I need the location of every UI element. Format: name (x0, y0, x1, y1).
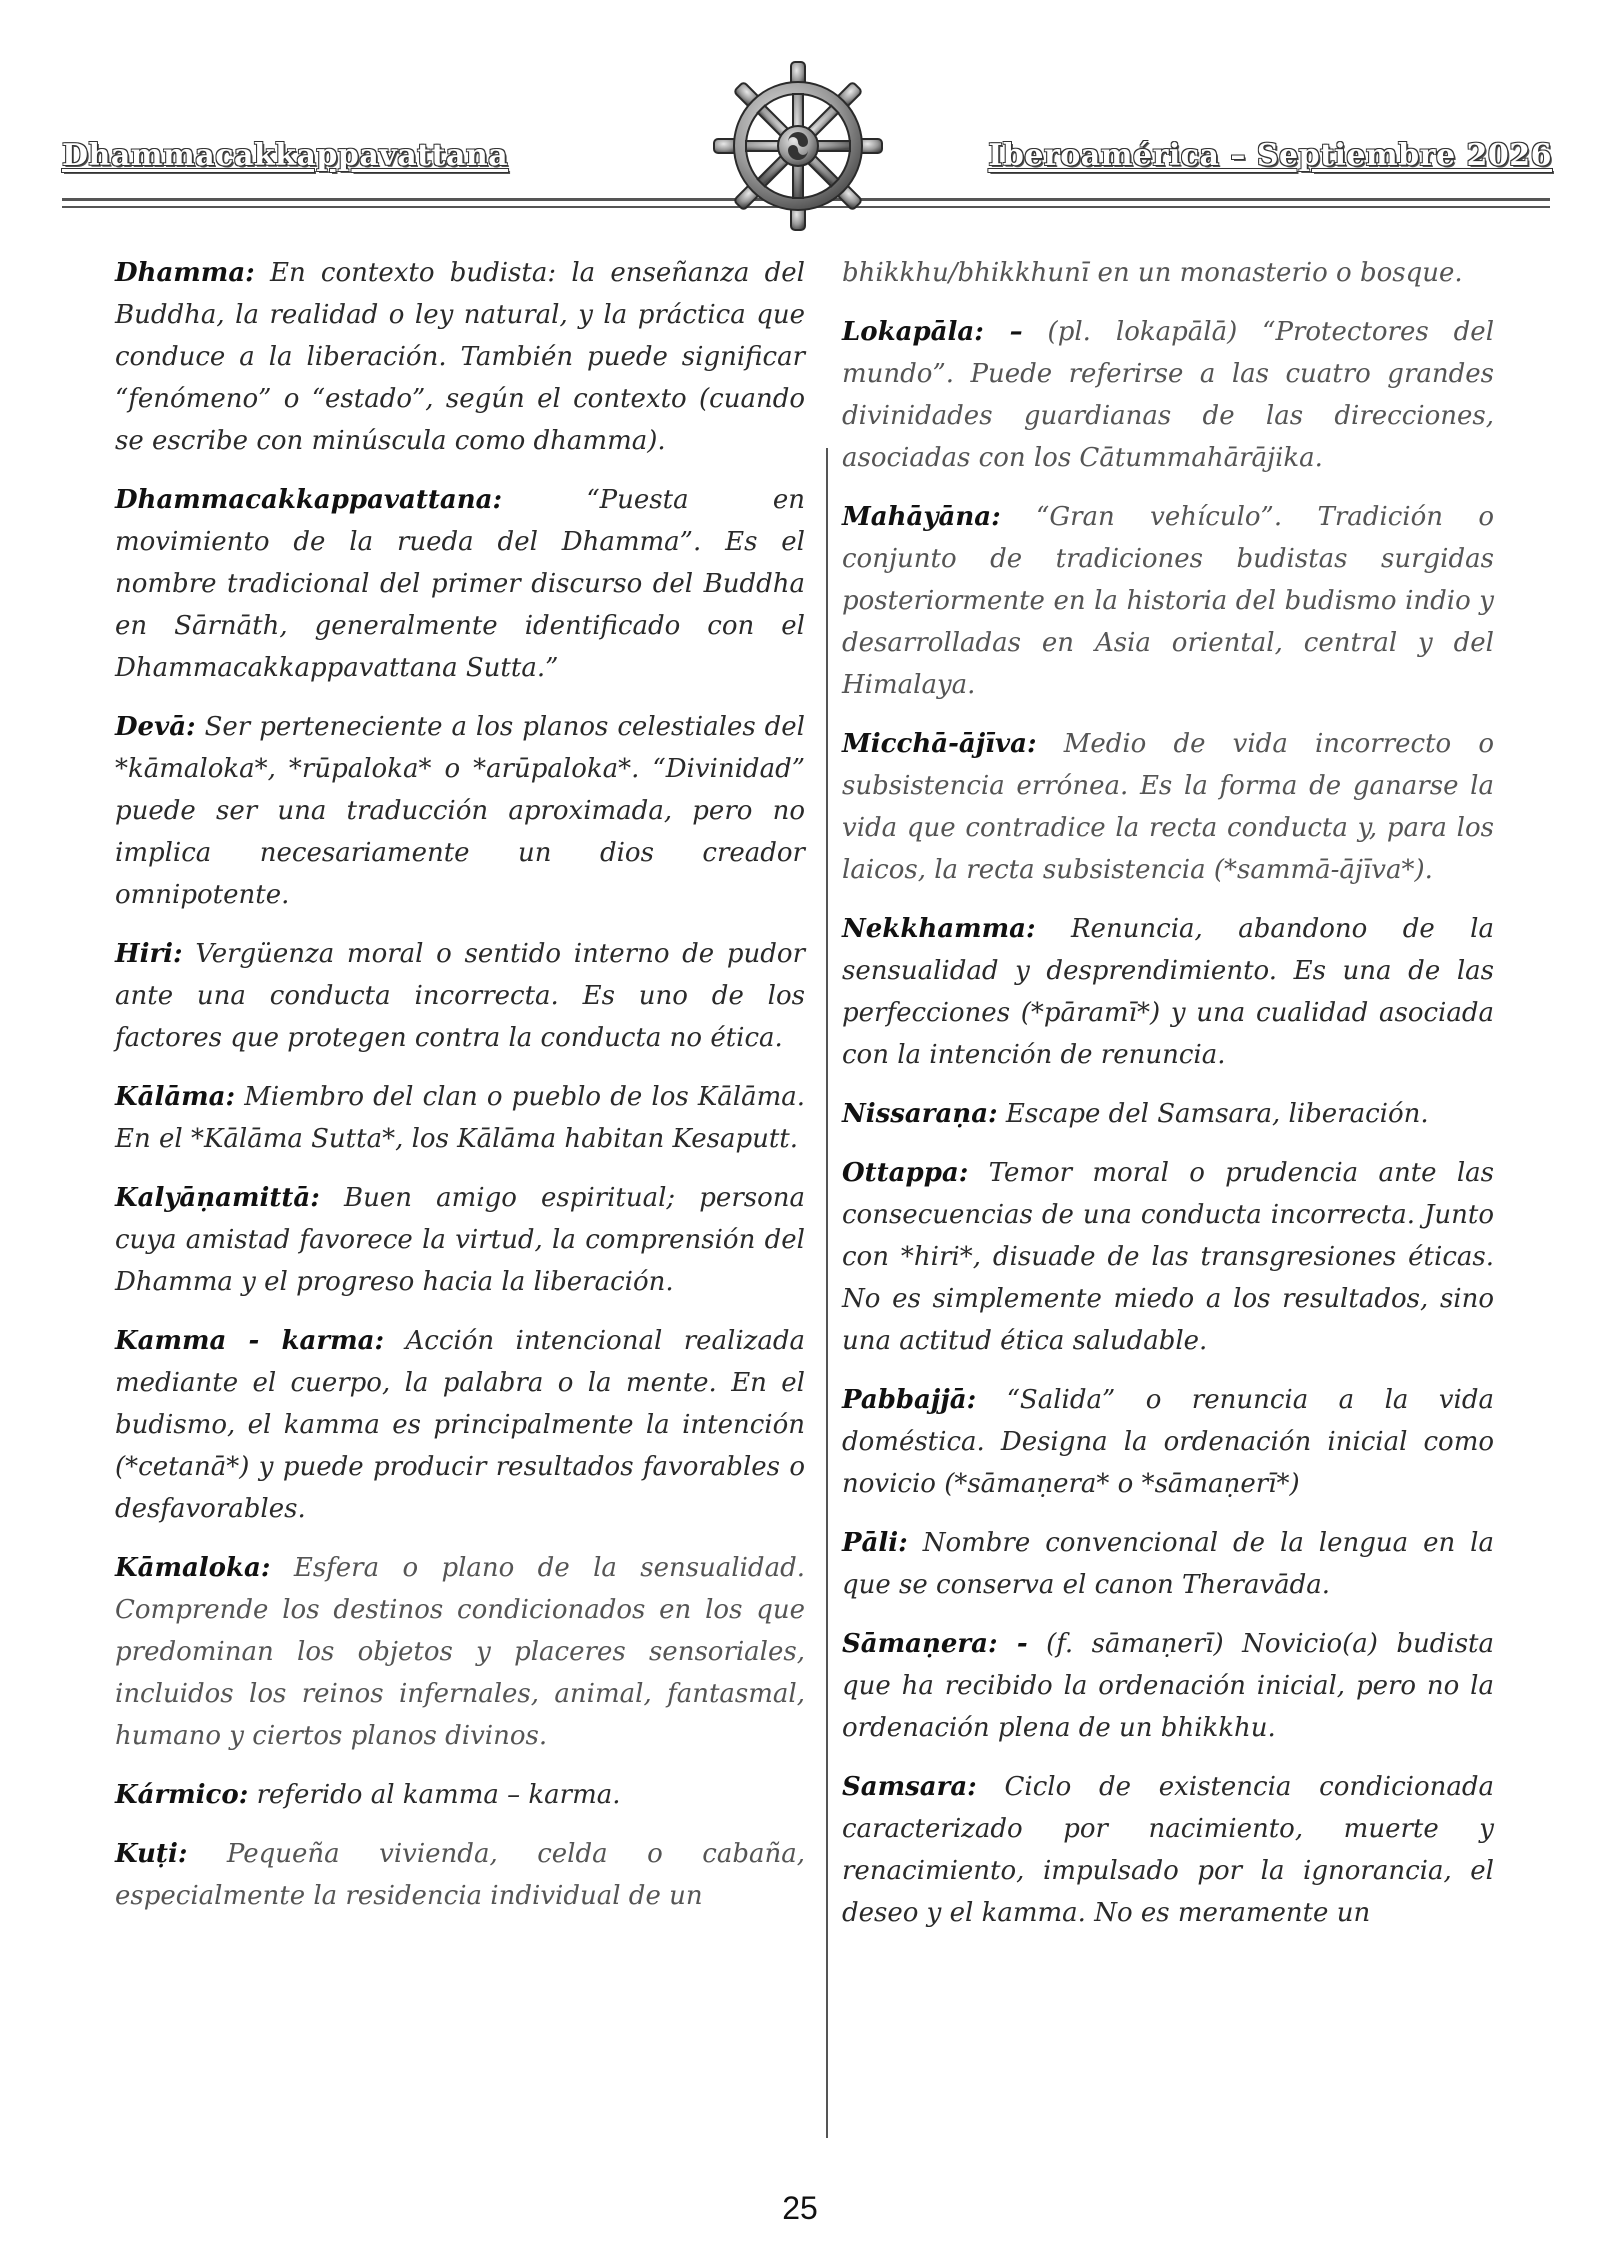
page-number: 25 (782, 2190, 818, 2226)
glossary-definition: Escape del Samsara, liberación. (997, 1099, 1429, 1129)
glossary-definition: bhikkhu/bhikkhunī en un monasterio o bosque. (842, 258, 1463, 288)
glossary-definition: Temor moral o prudencia ante las consecuencias de una conducta incorrecta. Junto con *hiri*, disuade de las transgresiones éticas. No es simplemente miedo a los resultados, sino una actitud ética saludable. (842, 1158, 1494, 1356)
glossary-entry (842, 1152, 1494, 1362)
glossary-term: Lokapāla: – (842, 317, 1023, 347)
column-divider (826, 448, 828, 2138)
glossary-definition: Ciclo de existencia condicionada caracterizado por nacimiento, muerte y renacimiento, impulsado por la ignorancia, el deseo y el kamma. No es meramente un (842, 1772, 1494, 1928)
header-title-left: Dhammacakkappavattana (62, 138, 509, 173)
glossary-term: Kármico: (115, 1780, 249, 1810)
glossary-entry (842, 252, 1494, 294)
header-title-right: Iberoamérica – Septiembre 2026 (988, 138, 1552, 173)
glossary-definition: “Gran vehículo”. Tradición o conjunto de tradiciones budistas surgidas posteriormente en la historia del budismo indio y desarrolladas en Asia oriental, central y del Himalaya. (842, 502, 1494, 700)
glossary-entry (115, 1833, 805, 1917)
glossary-term: Kuṭi: (115, 1839, 188, 1869)
glossary-term: Nekkhamma: (842, 914, 1036, 944)
glossary-entry (842, 496, 1494, 706)
glossary-term: Kālāma: (115, 1082, 236, 1112)
glossary-term: Ottappa: (842, 1158, 969, 1188)
glossary-entry (115, 479, 805, 689)
glossary-column-left (115, 252, 805, 2132)
glossary-term: Nissaraṇa: (842, 1099, 998, 1129)
glossary-column-right (842, 252, 1494, 2132)
glossary-definition: Renuncia, abandono de la sensualidad y desprendimiento. Es una de las perfecciones (*pāramī*) y una cualidad asociada con la intención de renuncia. (842, 914, 1494, 1070)
glossary-definition: referido al kamma – karma. (248, 1780, 621, 1810)
glossary-entry (115, 1320, 805, 1530)
glossary-definition: Buen amigo espiritual; persona cuya amistad favorece la virtud, la comprensión del Dhamma y el progreso hacia la liberación. (115, 1183, 805, 1297)
glossary-definition: Ser perteneciente a los planos celestiales del *kāmaloka*, *rūpaloka* o *arūpaloka*. “Divinidad” puede ser una traducción aproximada, pero no implica necesariamente un dios creador omnipotente. (115, 712, 805, 910)
glossary-entry (842, 908, 1494, 1076)
glossary-entry (842, 1522, 1494, 1606)
glossary-entry (115, 1774, 805, 1816)
glossary-entry (842, 1093, 1494, 1135)
glossary-entry (115, 1076, 805, 1160)
glossary-definition: (f. sāmaṇerī) Novicio(a) budista que ha recibido la ordenación inicial, pero no la ordenación plena de un bhikkhu. (842, 1629, 1494, 1743)
glossary-entry (842, 1379, 1494, 1505)
glossary-term: Mahāyāna: (842, 502, 1001, 532)
glossary-entry (115, 1177, 805, 1303)
glossary-definition: Medio de vida incorrecto o subsistencia errónea. Es la forma de ganarse la vida que contradice la recta conducta y, para los laicos, la recta subsistencia (*sammā-ājīva*). (842, 729, 1494, 885)
glossary-entry (115, 1547, 805, 1757)
glossary-term: Kamma - karma: (115, 1326, 385, 1356)
glossary-term: Samsara: (842, 1772, 977, 1802)
glossary-entry (842, 723, 1494, 891)
glossary-term: Pabbajjā: (842, 1385, 977, 1415)
glossary-definition: (pl. lokapālā) “Protectores del mundo”. Puede referirse a las cuatro grandes divinidades guardianas de las direcciones, asociadas con los Cātummahārājika. (842, 317, 1495, 473)
glossary-entry (842, 311, 1494, 479)
glossary-definition: Pequeña vivienda, celda o cabaña, especialmente la residencia individual de un (115, 1839, 805, 1911)
glossary-term: Kāmaloka: (115, 1553, 271, 1583)
glossary-entry (115, 706, 805, 916)
glossary-term: Devā: (115, 712, 196, 742)
glossary-term: Micchā-ājīva: (842, 729, 1037, 759)
dharma-wheel-icon (712, 60, 884, 232)
glossary-definition: Nombre convencional de la lengua en la que se conserva el canon Theravāda. (842, 1528, 1494, 1600)
glossary-definition: Esfera o plano de la sensualidad. Comprende los destinos condicionados en los que predominan los objetos y placeres sensoriales, incluidos los reinos infernales, animal, fantasmal, humano y ciertos planos divinos. (115, 1553, 805, 1751)
glossary-definition: Vergüenza moral o sentido interno de pudor ante una conducta incorrecta. Es uno de los factores que protegen contra la conducta no ética. (115, 939, 805, 1053)
glossary-term: Pāli: (842, 1528, 908, 1558)
glossary-definition: “Salida” o renuncia a la vida doméstica. Designa la ordenación inicial como novicio (*sāmaṇera* o *sāmaṇerī*) (842, 1385, 1494, 1499)
glossary-entry (842, 1623, 1494, 1749)
glossary-term: Sāmaṇera: - (842, 1629, 1028, 1659)
glossary-definition: Acción intencional realizada mediante el cuerpo, la palabra o la mente. En el budismo, el kamma es principalmente la intención (*cetanā*) y puede producir resultados favorables o desfavorables. (115, 1326, 805, 1524)
glossary-entry (115, 252, 805, 462)
glossary-definition: “Puesta en movimiento de la rueda del Dhamma”. Es el nombre tradicional del primer discurso del Buddha en Sārnāth, generalmente identificado con el Dhammacakkappavattana Sutta.” (115, 485, 805, 683)
glossary-definition: En contexto budista: la enseñanza del Buddha, la realidad o ley natural, y la práctica que conduce a la liberación. También puede significar “fenómeno” o “estado”, según el contexto (cuando se escribe con minúscula como dhamma). (115, 258, 805, 456)
glossary-term: Dhammacakkappavattana: (115, 485, 503, 515)
glossary-term: Dhamma: (115, 258, 255, 288)
glossary-definition: Miembro del clan o pueblo de los Kālāma. En el *Kālāma Sutta*, los Kālāma habitan Kesaputt. (115, 1082, 805, 1154)
glossary-entry (842, 1766, 1494, 1934)
glossary-entry (115, 933, 805, 1059)
glossary-term: Kalyāṇamittā: (115, 1183, 320, 1213)
glossary-term: Hiri: (115, 939, 183, 969)
